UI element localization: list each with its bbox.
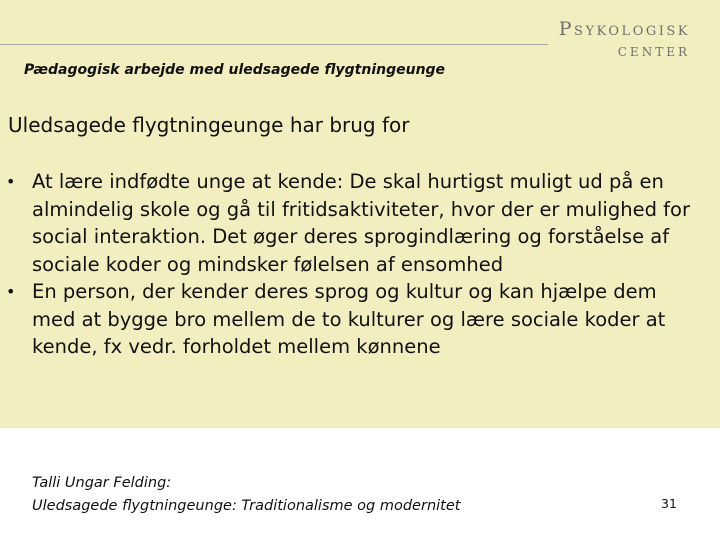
bullet-text: At lære indfødte unge at kende: De skal hurtigst muligt ud på en almindelig skole og gå til fritidsaktiviteter, hvor der er mulighed for social interaktion. Det øger deres sprogindlæring og forståelse af sociale koder og mindsker følelsen af ensomhed	[32, 170, 690, 276]
bullet-list	[6, 168, 706, 361]
slide-heading: Uledsagede flygtningeunge har brug for	[8, 113, 410, 137]
logo-line-2: center	[617, 41, 690, 61]
psykologisk-center-logo	[559, 20, 690, 60]
page-number: 31	[661, 496, 677, 511]
footer-title: Uledsagede flygtningeunge: Traditionalisme og modernitet	[32, 498, 461, 514]
bullet-item	[6, 168, 706, 278]
bullet-text: En person, der kender deres sprog og kultur og kan hjælpe dem med at bygge bro mellem de to kulturer og lære sociale koder at kende, fx vedr. forholdet mellem kønnene	[32, 280, 666, 358]
footer-author: Talli Ungar Felding:	[32, 475, 172, 491]
logo-line-1: Psykologisk	[558, 18, 690, 40]
bullet-icon: •	[6, 282, 16, 301]
bullet-icon: •	[6, 172, 16, 191]
slide-subtitle: Pædagogisk arbejde med uledsagede flygtningeunge	[24, 62, 446, 78]
footer-citation	[32, 472, 460, 518]
bullet-item	[6, 278, 706, 361]
header-divider	[0, 44, 548, 45]
